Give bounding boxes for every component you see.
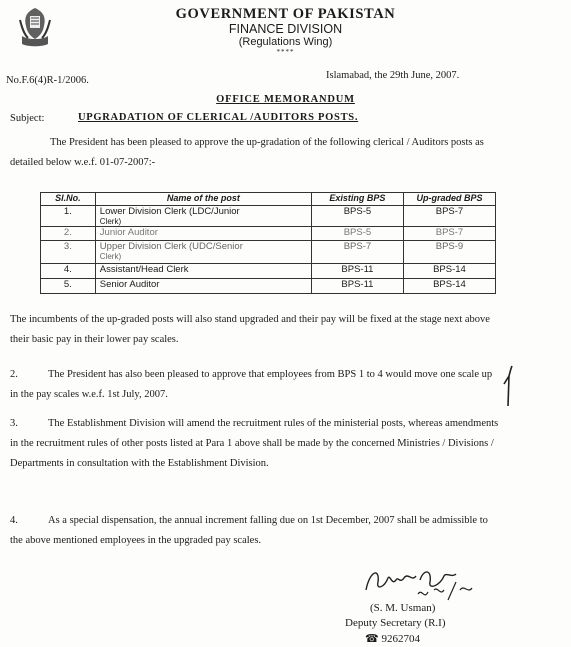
paragraph-4-text: As a special dispensation, the annual increment falling due on 1st December, 2007 shall be admissible to the above mentioned employees in the upgraded pay scales. <box>10 515 488 546</box>
row-post-line1: Upper Division Clerk (UDC/Senior <box>99 241 243 252</box>
paragraph-3 <box>10 414 500 474</box>
row-upgraded-bps: BPS-7 <box>403 206 495 227</box>
col-header-slno: Sl.No. <box>41 193 96 206</box>
row-post <box>95 264 311 279</box>
table-row <box>41 206 496 227</box>
paragraph-2-text: The President has also been pleased to approve that employees from BPS 1 to 4 would move one scale up in the pay scales w.e.f. 1st July, 2007. <box>10 369 493 400</box>
row-number: 5. <box>41 279 96 294</box>
posts-table <box>40 192 496 294</box>
signatory-name: (S. M. Usman) <box>370 602 436 614</box>
row-post <box>95 241 311 264</box>
col-header-existing: Existing BPS <box>311 193 403 206</box>
intro-paragraph <box>10 133 500 173</box>
row-post <box>95 206 311 227</box>
signatory-phone: ☎ 9262704 <box>365 633 420 645</box>
paragraph-3-number: 3. <box>10 418 18 429</box>
col-header-upgraded: Up-graded BPS <box>403 193 495 206</box>
table-row <box>41 227 496 241</box>
header-government: GOVERNMENT OF PAKISTAN <box>175 6 396 22</box>
paragraph-after-table: The incumbents of the up-graded posts will also stand upgraded and their pay will be fixed at the stage next above their basic pay in their lower pay scales. <box>10 314 490 345</box>
row-existing-bps: BPS-11 <box>311 264 403 279</box>
intro-text: The President has been pleased to approve the up-gradation of the following clerical / Auditors posts as detailed below w.e.f. 01-07-2007:- <box>10 137 484 168</box>
row-existing-bps: BPS-5 <box>311 206 403 227</box>
row-upgraded-bps: BPS-7 <box>403 227 495 241</box>
row-post-line1: Senior Auditor <box>99 279 160 290</box>
row-upgraded-bps: BPS-14 <box>403 279 495 294</box>
row-post <box>95 227 311 241</box>
row-post <box>95 279 311 294</box>
row-existing-bps: BPS-11 <box>311 279 403 294</box>
row-post-line1: Junior Auditor <box>99 227 158 238</box>
row-existing-bps: BPS-5 <box>311 227 403 241</box>
row-post-line1: Assistant/Head Clerk <box>99 264 189 275</box>
paragraph-4-number: 4. <box>10 515 18 526</box>
table-row <box>41 279 496 294</box>
table-row <box>41 264 496 279</box>
paragraph-4 <box>10 511 500 551</box>
header-division: FINANCE DIVISION <box>228 22 343 36</box>
subject-label: Subject: <box>10 113 45 124</box>
table-row <box>41 241 496 264</box>
row-number: 3. <box>41 241 96 264</box>
paragraph-2 <box>10 365 500 405</box>
margin-mark-icon <box>500 362 520 410</box>
row-existing-bps: BPS-7 <box>311 241 403 264</box>
row-number: 4. <box>41 264 96 279</box>
memo-title: OFFICE MEMORANDUM <box>216 94 355 105</box>
subject-text: UPGRADATION OF CLERICAL /AUDITORS POSTS. <box>78 112 359 123</box>
file-number: No.F.6(4)R-1/2006. <box>6 75 89 86</box>
signature-icon <box>360 560 480 604</box>
row-post-line2: Clerk) <box>99 252 122 261</box>
memo-date: Islamabad, the 29th June, 2007. <box>326 70 460 81</box>
row-upgraded-bps: BPS-9 <box>403 241 495 264</box>
paragraph-2-number: 2. <box>10 369 18 380</box>
row-upgraded-bps: BPS-14 <box>403 264 495 279</box>
row-number: 1. <box>41 206 96 227</box>
paragraph-3-text: The Establishment Division will amend the recruitment rules of the ministerial posts, whereas amendments in the recruitment rules of other posts listed at Para 1 above shall be made by the concerned Ministries / Divisions / Departments in consultation with the Establishment Division. <box>10 418 499 469</box>
row-post-line2: Clerk) <box>99 217 122 226</box>
table-header-row <box>41 193 496 206</box>
col-header-post: Name of the post <box>95 193 311 206</box>
row-post-line1: Lower Division Clerk (LDC/Junior <box>99 206 240 217</box>
row-number: 2. <box>41 227 96 241</box>
signatory-designation: Deputy Secretary (R.I) <box>345 617 446 629</box>
header-stars: **** <box>276 48 295 56</box>
header-wing: (Regulations Wing) <box>238 36 333 48</box>
